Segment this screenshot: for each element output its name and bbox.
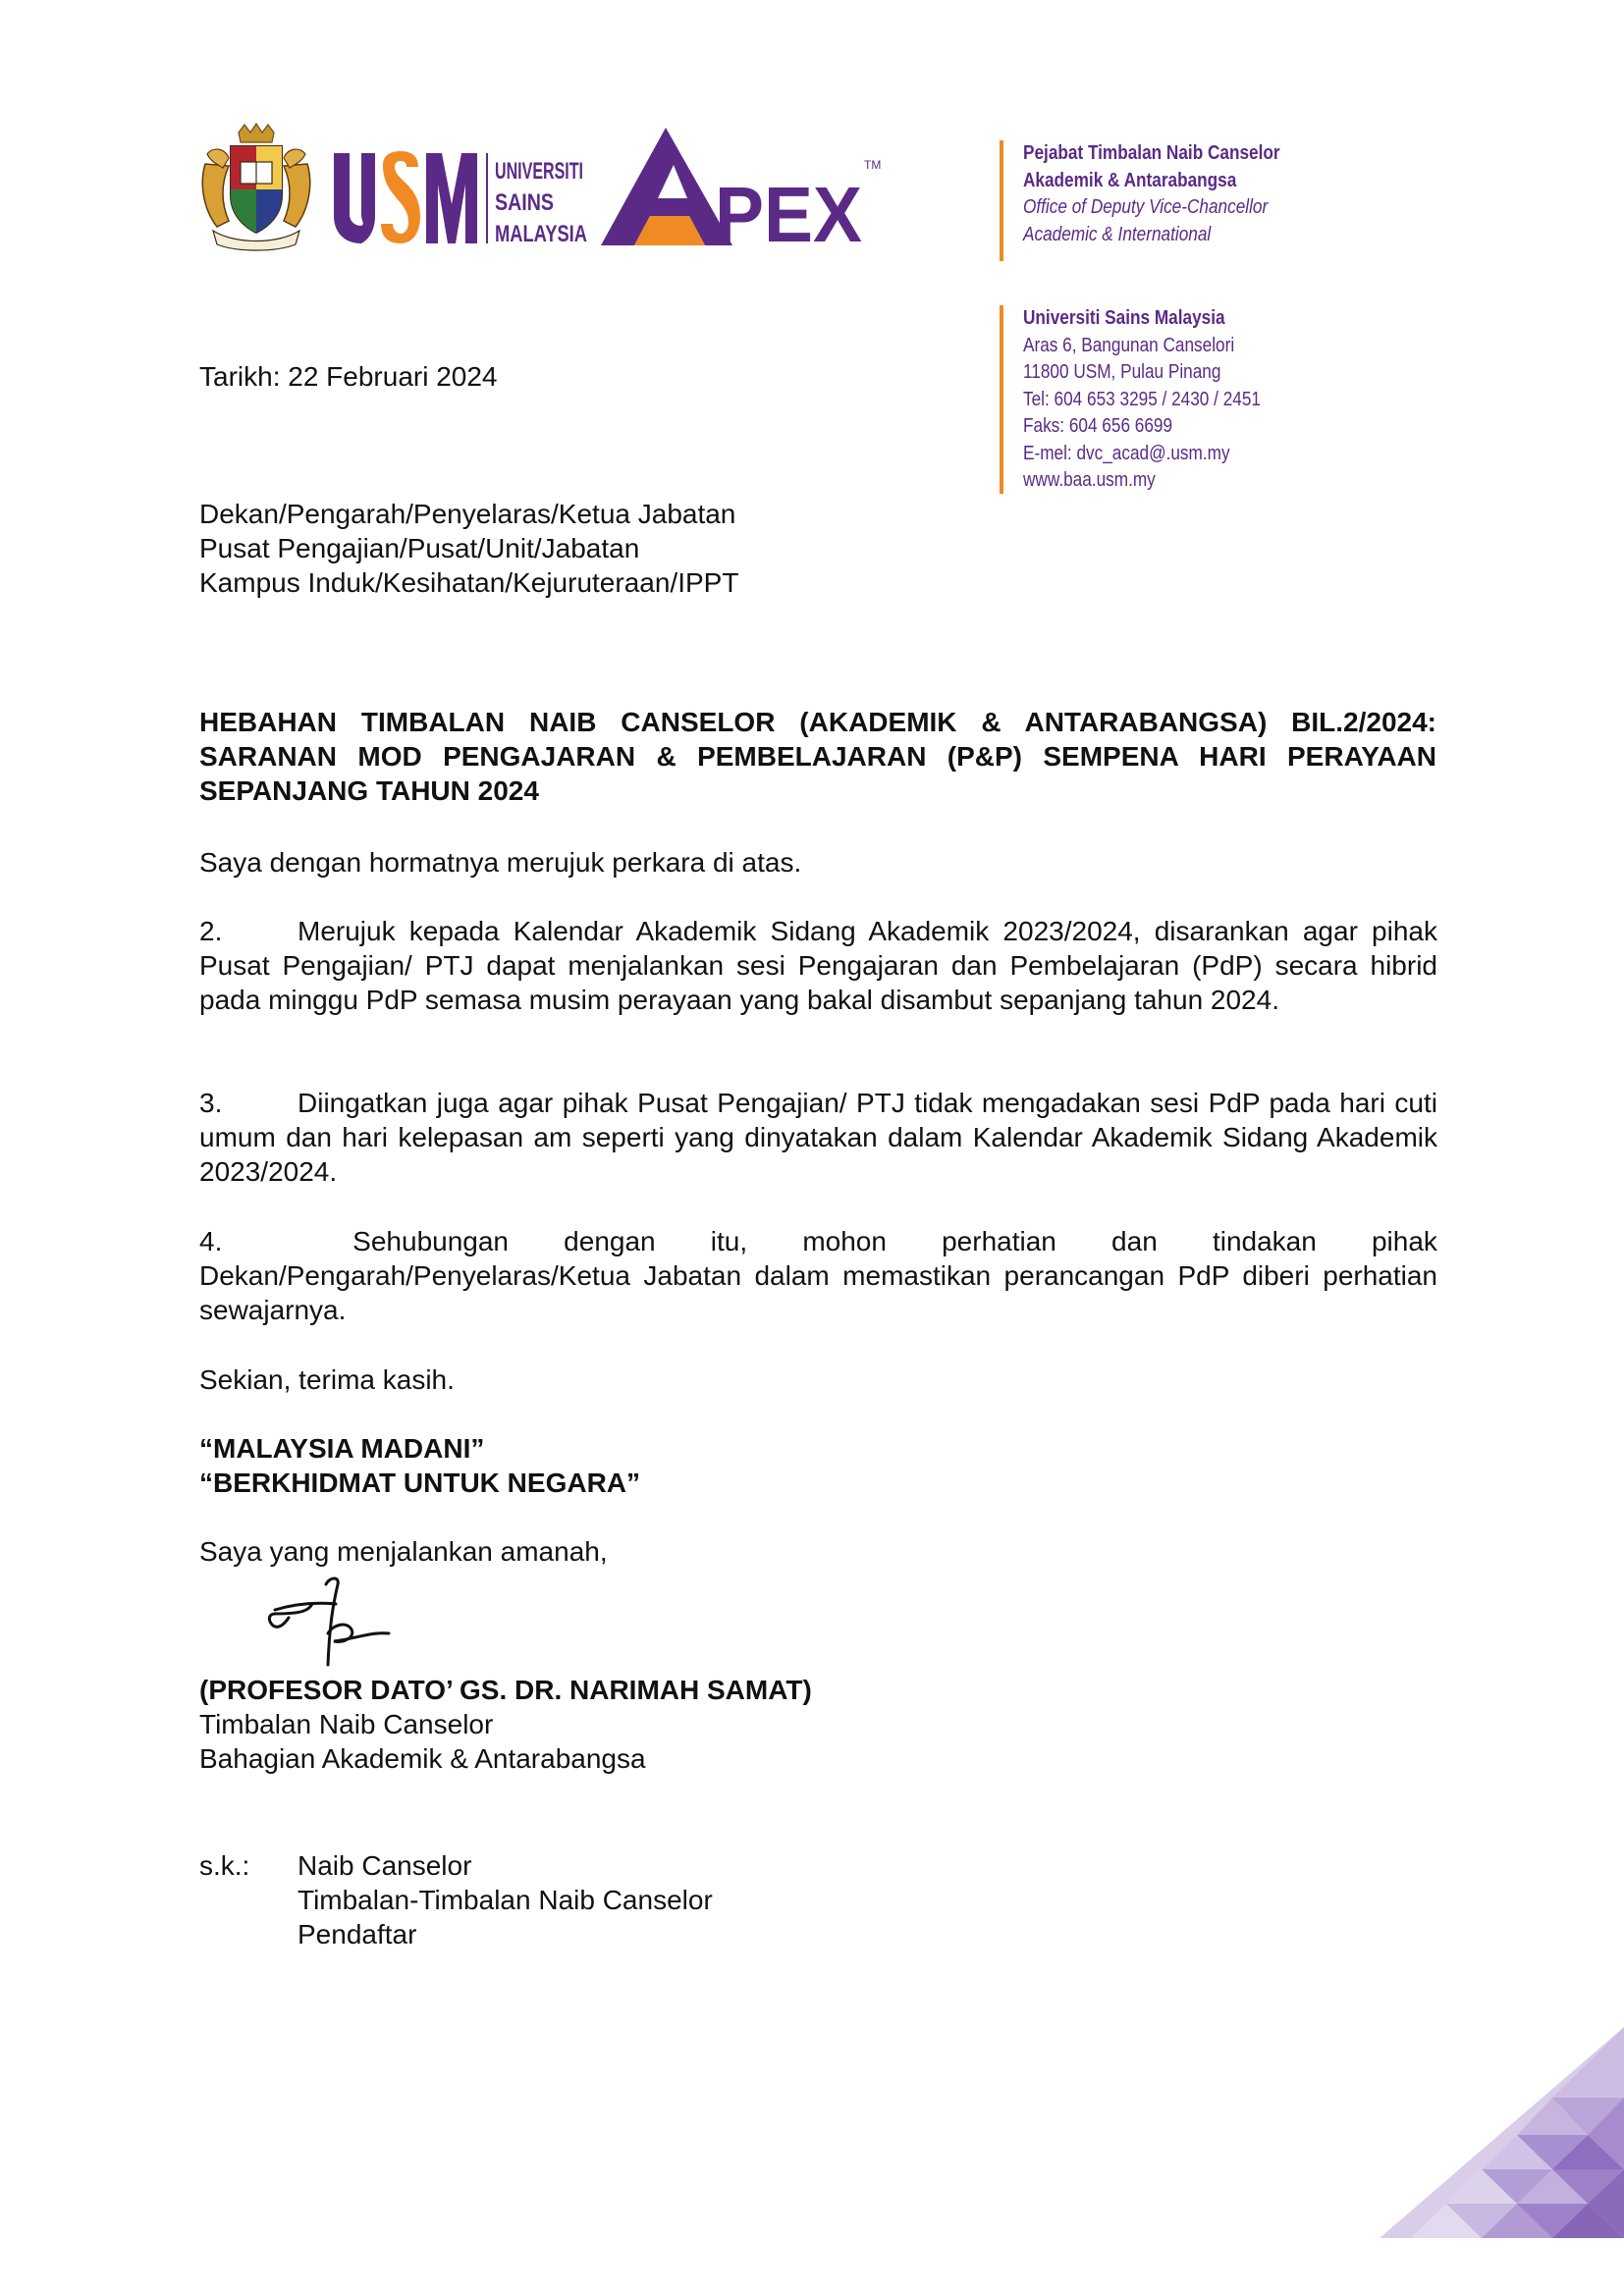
apex-text: PEX — [715, 171, 862, 258]
paragraph-number: 4. — [199, 1226, 223, 1256]
paragraph-number: 3. — [199, 1088, 223, 1118]
website: www.baa.usm.my — [1023, 469, 1156, 491]
fax: Faks: 604 656 6699 — [1023, 415, 1173, 437]
letter-subject — [199, 705, 1436, 808]
signatory-title — [199, 1707, 646, 1776]
recipient-block — [199, 497, 738, 600]
word: mohon — [802, 1226, 887, 1256]
slogans — [199, 1431, 640, 1500]
paragraph-4 — [199, 1224, 1437, 1327]
cc-item: Pendaftar — [298, 1919, 417, 1949]
paragraph-3 — [199, 1086, 1437, 1189]
office-division-en: Academic & International — [1023, 223, 1212, 245]
word: dengan — [564, 1226, 656, 1256]
office-name-ms: Pejabat Timbalan Naib Canselor — [1023, 142, 1280, 164]
office-info-block — [1000, 140, 1322, 261]
slogan: “MALAYSIA MADANI” — [199, 1433, 485, 1464]
recipient-line: Dekan/Pengarah/Penyelaras/Ketua Jabatan — [199, 499, 736, 529]
word: dan — [1111, 1226, 1158, 1256]
letter-date: Tarikh: 22 Februari 2024 — [199, 361, 498, 392]
word: pihak — [1371, 1226, 1437, 1256]
corner-triangle-pattern — [1380, 2027, 1624, 2238]
trust-line: Saya yang menjalankan amanah, — [199, 1536, 608, 1567]
university-name: Universiti Sains Malaysia — [1023, 307, 1225, 329]
signatory-name: (PROFESOR DATO’ GS. DR. NARIMAH SAMAT) — [199, 1675, 812, 1705]
paragraph-text: Dekan/Pengarah/Penyelaras/Ketua Jabatan dalam memastikan perancangan PdP diberi perhatian sewajarnya. — [199, 1260, 1437, 1325]
telephone: Tel: 604 653 3295 / 2430 / 2451 — [1023, 388, 1261, 410]
subject-line: SARANAN MOD PENGAJARAN & PEMBELAJARAN (P&P) SEMPENA HARI PERAYAAN — [199, 741, 1436, 772]
usm-line-1: UNIVERSITI — [495, 158, 583, 185]
word: tindakan — [1212, 1226, 1317, 1256]
slogan: “BERKHIDMAT UNTUK NEGARA” — [199, 1468, 641, 1498]
apex-tm: TM — [864, 158, 882, 172]
recipient-line: Kampus Induk/Kesihatan/Kejuruteraan/IPPT — [199, 567, 739, 598]
cc-label: s.k.: — [199, 1850, 250, 1881]
word: Sehubungan — [352, 1226, 509, 1256]
address-info-block — [1000, 305, 1299, 494]
signatory-division: Bahagian Akademik & Antarabangsa — [199, 1743, 646, 1774]
usm-line-3: MALAYSIA — [495, 221, 587, 247]
address-city: 11800 USM, Pulau Pinang — [1023, 361, 1221, 383]
paragraph-2 — [199, 914, 1437, 1017]
cc-item: Timbalan-Timbalan Naib Canselor — [298, 1885, 713, 1915]
signatory-position: Timbalan Naib Canselor — [199, 1709, 494, 1739]
handwritten-signature — [265, 1575, 403, 1669]
usm-wordmark-logo — [332, 145, 587, 248]
closing-line: Sekian, terima kasih. — [199, 1364, 455, 1395]
word: perhatian — [942, 1226, 1056, 1256]
paragraph-first-line — [199, 1224, 1437, 1258]
email: E-mel: dvc_acad@.usm.my — [1023, 442, 1230, 464]
opening-line: Saya dengan hormatnya merujuk perkara di atas. — [199, 847, 802, 878]
address-street: Aras 6, Bangunan Canselori — [1023, 334, 1235, 356]
usm-crest-logo — [199, 125, 313, 252]
subject-line: SEPANJANG TAHUN 2024 — [199, 775, 539, 806]
word: itu, — [710, 1226, 748, 1256]
subject-line: HEBAHAN TIMBALAN NAIB CANSELOR (AKADEMIK & ANTARABANGSA) BIL.2/2024: — [199, 707, 1436, 737]
paragraph-number: 2. — [199, 916, 223, 946]
usm-line-2: SAINS — [495, 189, 554, 216]
recipient-line: Pusat Pengajian/Pusat/Unit/Jabatan — [199, 533, 640, 563]
paragraph-text: Merujuk kepada Kalendar Akademik Sidang Akademik 2023/2024, disarankan agar pihak Pusat Pengajian/ PTJ dapat menjalankan sesi Pengajaran dan Pembelajaran (PdP) secara hibrid pada minggu PdP semasa musim perayaan yang bakal disambut sepanjang tahun 2024. — [199, 916, 1437, 1015]
office-division-ms: Akademik & Antarabangsa — [1023, 169, 1237, 191]
paragraph-text: Diingatkan juga agar pihak Pusat Pengajian/ PTJ tidak mengadakan sesi PdP pada hari cuti umum dan hari kelepasan am seperti yang dinyatakan dalam Kalendar Akademik Sidang Akademik 2023/2024. — [199, 1088, 1437, 1187]
apex-logo — [599, 126, 884, 258]
cc-item: Naib Canselor — [298, 1850, 472, 1881]
cc-list — [298, 1848, 713, 1951]
office-name-en: Office of Deputy Vice-Chancellor — [1023, 196, 1269, 218]
